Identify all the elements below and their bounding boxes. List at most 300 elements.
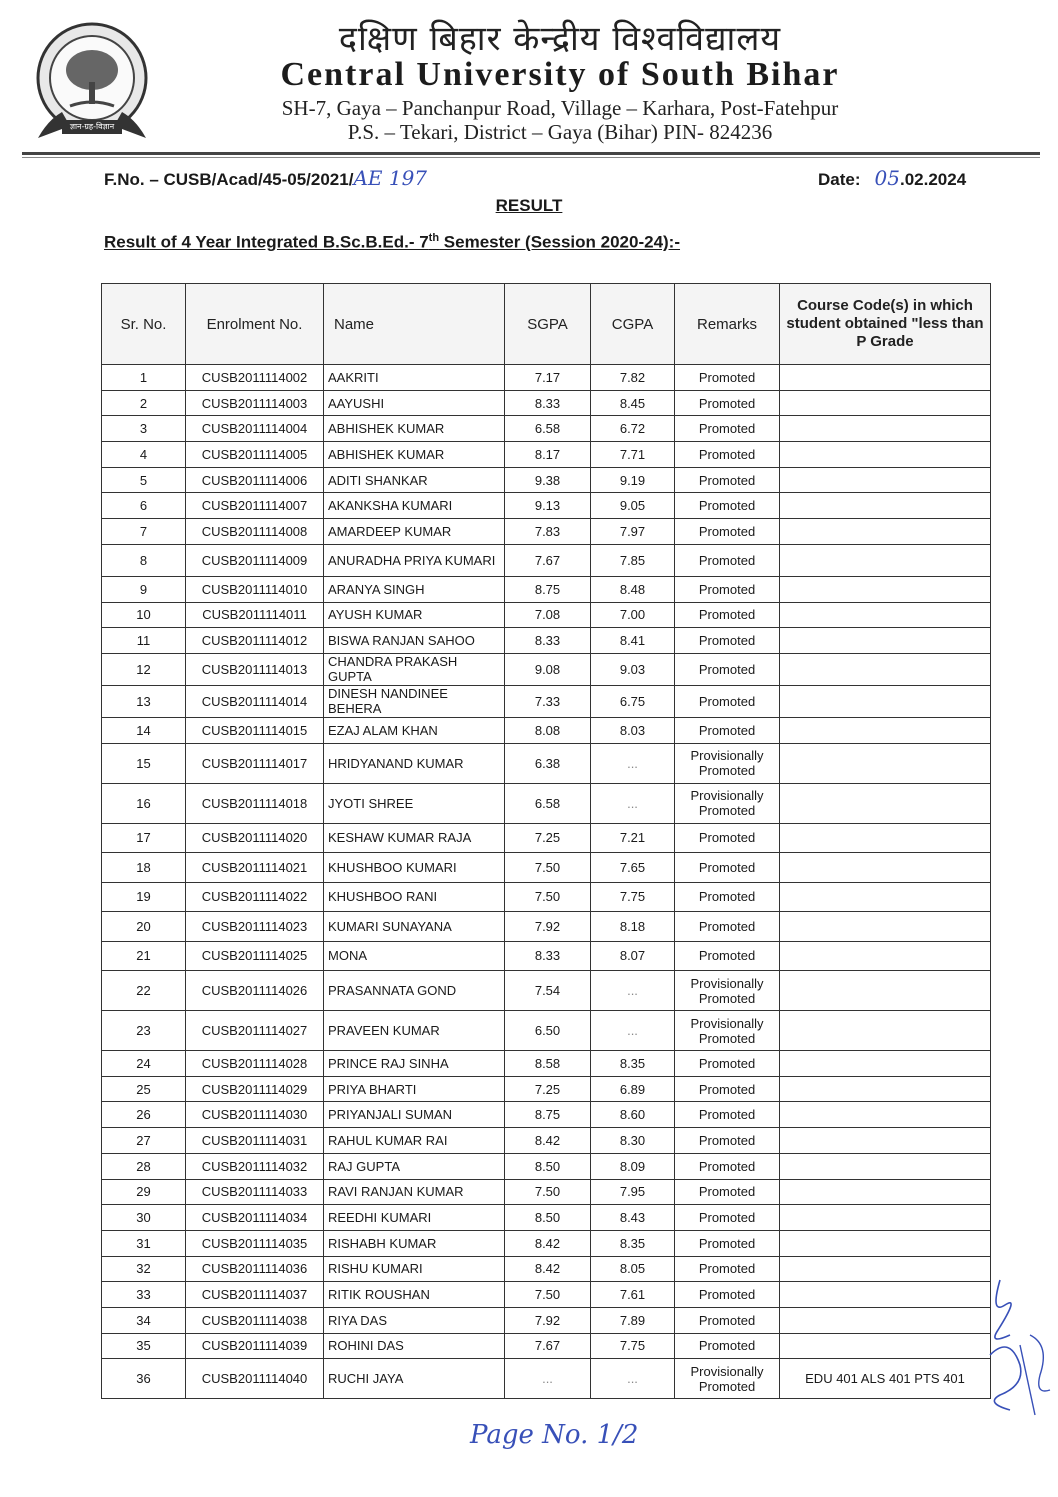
- table-row: [102, 1153, 991, 1179]
- cell-cgpa: 6.75: [591, 685, 675, 717]
- table-row: [102, 467, 991, 493]
- cell-cgpa: 8.05: [591, 1256, 675, 1282]
- table-row: [102, 365, 991, 391]
- table-row: [102, 971, 991, 1011]
- cell-remarks: Promoted: [675, 493, 780, 519]
- address-line-2: P.S. – Tekari, District – Gaya (Bihar) PIN- 824236: [347, 120, 773, 144]
- cell-remarks: Provisionally Promoted: [675, 743, 780, 783]
- cell-failed-course-codes: EDU 401 ALS 401 PTS 401: [780, 1359, 991, 1399]
- cell-enrolment-no: CUSB2011114002: [186, 365, 324, 391]
- cell-cgpa: 7.75: [591, 1333, 675, 1359]
- cell-enrolment-no: CUSB2011114007: [186, 493, 324, 519]
- table-row: [102, 941, 991, 971]
- cell-sr-no: 13: [102, 685, 186, 717]
- cell-sr-no: 25: [102, 1076, 186, 1102]
- cell-sgpa: 7.67: [505, 1333, 591, 1359]
- cell-failed-course-codes: [780, 653, 991, 685]
- cell-student-name: ADITI SHANKAR: [324, 467, 505, 493]
- cell-student-name: RISHABH KUMAR: [324, 1230, 505, 1256]
- cell-sgpa: ...: [505, 1359, 591, 1399]
- cell-cgpa: 6.72: [591, 416, 675, 442]
- cell-student-name: KHUSHBOO RANI: [324, 882, 505, 912]
- cell-failed-course-codes: [780, 685, 991, 717]
- cell-failed-course-codes: [780, 912, 991, 942]
- cell-sr-no: 29: [102, 1179, 186, 1205]
- cell-sgpa: 9.38: [505, 467, 591, 493]
- cell-remarks: Promoted: [675, 1307, 780, 1333]
- cell-sgpa: 8.50: [505, 1153, 591, 1179]
- cell-remarks: Promoted: [675, 519, 780, 545]
- cell-cgpa: ...: [591, 743, 675, 783]
- cell-remarks: Provisionally Promoted: [675, 1011, 780, 1051]
- results-table: [101, 283, 991, 1399]
- cell-sr-no: 28: [102, 1153, 186, 1179]
- cell-failed-course-codes: [780, 743, 991, 783]
- cell-student-name: PRASANNATA GOND: [324, 971, 505, 1011]
- cell-enrolment-no: CUSB2011114023: [186, 912, 324, 942]
- cell-failed-course-codes: [780, 1307, 991, 1333]
- cell-remarks: Promoted: [675, 1076, 780, 1102]
- cell-sr-no: 31: [102, 1230, 186, 1256]
- col-header-sgpa: SGPA: [505, 284, 591, 365]
- cell-sgpa: 8.58: [505, 1051, 591, 1077]
- table-row: [102, 1230, 991, 1256]
- cell-enrolment-no: CUSB2011114036: [186, 1256, 324, 1282]
- cell-student-name: PRIYANJALI SUMAN: [324, 1102, 505, 1128]
- cell-sr-no: 16: [102, 783, 186, 823]
- cell-failed-course-codes: [780, 882, 991, 912]
- cell-sgpa: 8.75: [505, 1102, 591, 1128]
- page-number-handwritten: Page No. 1/2: [470, 1420, 639, 1450]
- cell-sgpa: 7.50: [505, 882, 591, 912]
- cell-enrolment-no: CUSB2011114033: [186, 1179, 324, 1205]
- cell-sgpa: 8.42: [505, 1128, 591, 1154]
- table-row: [102, 1051, 991, 1077]
- cell-sr-no: 9: [102, 576, 186, 602]
- col-header-course-codes: Course Code(s) in which student obtained "less than P Grade: [780, 284, 991, 365]
- cell-student-name: RAHUL KUMAR RAI: [324, 1128, 505, 1154]
- cell-sr-no: 36: [102, 1359, 186, 1399]
- date-rest: .02.2024: [899, 170, 967, 189]
- cell-sgpa: 7.33: [505, 685, 591, 717]
- cell-sr-no: 2: [102, 390, 186, 416]
- cell-enrolment-no: CUSB2011114014: [186, 685, 324, 717]
- cell-cgpa: ...: [591, 783, 675, 823]
- cell-student-name: AMARDEEP KUMAR: [324, 519, 505, 545]
- table-body: [102, 365, 991, 1399]
- cell-remarks: Promoted: [675, 390, 780, 416]
- cell-enrolment-no: CUSB2011114013: [186, 653, 324, 685]
- cell-enrolment-no: CUSB2011114034: [186, 1205, 324, 1231]
- cell-remarks: Promoted: [675, 1128, 780, 1154]
- cell-sgpa: 7.25: [505, 823, 591, 853]
- cell-sr-no: 4: [102, 442, 186, 468]
- cell-enrolment-no: CUSB2011114011: [186, 602, 324, 628]
- cell-failed-course-codes: [780, 853, 991, 883]
- cell-remarks: Promoted: [675, 544, 780, 576]
- table-row: [102, 1102, 991, 1128]
- col-header-sr-no: Sr. No.: [102, 284, 186, 365]
- file-number-handwritten: AE 197: [353, 166, 428, 190]
- cell-sr-no: 27: [102, 1128, 186, 1154]
- cell-failed-course-codes: [780, 1076, 991, 1102]
- cell-sgpa: 8.50: [505, 1205, 591, 1231]
- cell-enrolment-no: CUSB2011114029: [186, 1076, 324, 1102]
- cell-cgpa: 7.95: [591, 1179, 675, 1205]
- cell-remarks: Promoted: [675, 576, 780, 602]
- cell-remarks: Provisionally Promoted: [675, 783, 780, 823]
- cell-cgpa: 7.97: [591, 519, 675, 545]
- cell-student-name: REEDHI KUMARI: [324, 1205, 505, 1231]
- cell-enrolment-no: CUSB2011114020: [186, 823, 324, 853]
- cell-cgpa: 7.89: [591, 1307, 675, 1333]
- cell-sr-no: 33: [102, 1282, 186, 1308]
- table-row: [102, 576, 991, 602]
- table-row: [102, 1205, 991, 1231]
- cell-cgpa: 7.65: [591, 853, 675, 883]
- table-row: [102, 653, 991, 685]
- cell-sgpa: 8.08: [505, 717, 591, 743]
- cell-student-name: BISWA RANJAN SAHOO: [324, 628, 505, 654]
- cell-student-name: AAYUSHI: [324, 390, 505, 416]
- table-row: [102, 1282, 991, 1308]
- cell-sgpa: 8.75: [505, 576, 591, 602]
- cell-remarks: Promoted: [675, 467, 780, 493]
- cell-failed-course-codes: [780, 493, 991, 519]
- cell-student-name: RISHU KUMARI: [324, 1256, 505, 1282]
- cell-sgpa: 8.42: [505, 1230, 591, 1256]
- cell-sgpa: 6.58: [505, 783, 591, 823]
- cell-cgpa: 8.07: [591, 941, 675, 971]
- cell-student-name: RUCHI JAYA: [324, 1359, 505, 1399]
- cell-sr-no: 6: [102, 493, 186, 519]
- cell-failed-course-codes: [780, 1102, 991, 1128]
- cell-failed-course-codes: [780, 544, 991, 576]
- table-row: [102, 853, 991, 883]
- cell-cgpa: 6.89: [591, 1076, 675, 1102]
- table-row: [102, 602, 991, 628]
- cell-sgpa: 7.08: [505, 602, 591, 628]
- cell-failed-course-codes: [780, 823, 991, 853]
- cell-remarks: Promoted: [675, 717, 780, 743]
- cell-enrolment-no: CUSB2011114025: [186, 941, 324, 971]
- cell-enrolment-no: CUSB2011114021: [186, 853, 324, 883]
- cell-student-name: HRIDYANAND KUMAR: [324, 743, 505, 783]
- cell-sr-no: 32: [102, 1256, 186, 1282]
- cell-remarks: Promoted: [675, 1205, 780, 1231]
- cell-enrolment-no: CUSB2011114031: [186, 1128, 324, 1154]
- cell-student-name: PRINCE RAJ SINHA: [324, 1051, 505, 1077]
- cell-sr-no: 30: [102, 1205, 186, 1231]
- cell-sr-no: 10: [102, 602, 186, 628]
- cell-sgpa: 7.25: [505, 1076, 591, 1102]
- cell-sgpa: 7.17: [505, 365, 591, 391]
- cell-remarks: Promoted: [675, 853, 780, 883]
- cell-remarks: Promoted: [675, 602, 780, 628]
- cell-enrolment-no: CUSB2011114017: [186, 743, 324, 783]
- cell-student-name: ANURADHA PRIYA KUMARI: [324, 544, 505, 576]
- cell-cgpa: 8.43: [591, 1205, 675, 1231]
- address-line-1: SH-7, Gaya – Panchanpur Road, Village – Karhara, Post-Fatehpur: [281, 96, 839, 120]
- cell-remarks: Promoted: [675, 1153, 780, 1179]
- cell-failed-course-codes: [780, 1230, 991, 1256]
- cell-sr-no: 34: [102, 1307, 186, 1333]
- cell-remarks: Promoted: [675, 416, 780, 442]
- cell-sgpa: 7.50: [505, 853, 591, 883]
- table-row: [102, 544, 991, 576]
- cell-sr-no: 3: [102, 416, 186, 442]
- cell-student-name: RIYA DAS: [324, 1307, 505, 1333]
- cell-enrolment-no: CUSB2011114030: [186, 1102, 324, 1128]
- cell-cgpa: 7.00: [591, 602, 675, 628]
- cell-enrolment-no: CUSB2011114006: [186, 467, 324, 493]
- cell-failed-course-codes: [780, 416, 991, 442]
- cell-enrolment-no: CUSB2011114004: [186, 416, 324, 442]
- table-row: [102, 743, 991, 783]
- cell-remarks: Promoted: [675, 1256, 780, 1282]
- cell-cgpa: 7.75: [591, 882, 675, 912]
- cell-cgpa: 8.60: [591, 1102, 675, 1128]
- cell-failed-course-codes: [780, 602, 991, 628]
- col-header-enrolment-no: Enrolment No.: [186, 284, 324, 365]
- cell-sgpa: 8.33: [505, 390, 591, 416]
- document-heading: RESULT: [495, 196, 563, 215]
- cell-sr-no: 26: [102, 1102, 186, 1128]
- cell-enrolment-no: CUSB2011114009: [186, 544, 324, 576]
- cell-enrolment-no: CUSB2011114027: [186, 1011, 324, 1051]
- cell-sr-no: 35: [102, 1333, 186, 1359]
- cell-cgpa: 8.18: [591, 912, 675, 942]
- cell-enrolment-no: CUSB2011114037: [186, 1282, 324, 1308]
- cell-failed-course-codes: [780, 467, 991, 493]
- cell-student-name: KHUSHBOO KUMARI: [324, 853, 505, 883]
- cell-cgpa: 8.48: [591, 576, 675, 602]
- cell-failed-course-codes: [780, 519, 991, 545]
- table-row: [102, 519, 991, 545]
- table-row: [102, 390, 991, 416]
- file-number-prefix: F.No. – CUSB/Acad/45-05/2021/: [104, 170, 354, 189]
- cell-failed-course-codes: [780, 442, 991, 468]
- cell-enrolment-no: CUSB2011114028: [186, 1051, 324, 1077]
- cell-cgpa: 9.19: [591, 467, 675, 493]
- cell-failed-course-codes: [780, 1333, 991, 1359]
- cell-failed-course-codes: [780, 576, 991, 602]
- cell-student-name: CHANDRA PRAKASH GUPTA: [324, 653, 505, 685]
- cell-student-name: AAKRITI: [324, 365, 505, 391]
- cell-student-name: ABHISHEK KUMAR: [324, 442, 505, 468]
- cell-failed-course-codes: [780, 628, 991, 654]
- cell-cgpa: 8.35: [591, 1230, 675, 1256]
- cell-cgpa: 9.05: [591, 493, 675, 519]
- cell-sgpa: 6.58: [505, 416, 591, 442]
- cell-sr-no: 22: [102, 971, 186, 1011]
- cell-remarks: Promoted: [675, 1333, 780, 1359]
- cell-remarks: Promoted: [675, 442, 780, 468]
- cell-cgpa: 7.21: [591, 823, 675, 853]
- cell-sgpa: 7.67: [505, 544, 591, 576]
- table-row: [102, 823, 991, 853]
- cell-failed-course-codes: [780, 971, 991, 1011]
- cell-student-name: AKANKSHA KUMARI: [324, 493, 505, 519]
- cell-failed-course-codes: [780, 1282, 991, 1308]
- table-header-row: [102, 284, 991, 365]
- cell-sr-no: 5: [102, 467, 186, 493]
- cell-student-name: RAVI RANJAN KUMAR: [324, 1179, 505, 1205]
- cell-cgpa: 9.03: [591, 653, 675, 685]
- cell-sr-no: 20: [102, 912, 186, 942]
- cell-sgpa: 6.38: [505, 743, 591, 783]
- cell-cgpa: 7.85: [591, 544, 675, 576]
- cell-enrolment-no: CUSB2011114015: [186, 717, 324, 743]
- result-subtitle: [104, 232, 680, 253]
- cell-remarks: Provisionally Promoted: [675, 971, 780, 1011]
- cell-failed-course-codes: [780, 390, 991, 416]
- cell-failed-course-codes: [780, 1256, 991, 1282]
- table-row: [102, 1179, 991, 1205]
- col-header-remarks: Remarks: [675, 284, 780, 365]
- cell-student-name: PRAVEEN KUMAR: [324, 1011, 505, 1051]
- issue-date: [818, 166, 966, 190]
- table-row: [102, 1359, 991, 1399]
- cell-cgpa: 8.09: [591, 1153, 675, 1179]
- cell-enrolment-no: CUSB2011114005: [186, 442, 324, 468]
- cell-remarks: Promoted: [675, 628, 780, 654]
- date-label: Date:: [818, 170, 861, 189]
- subtitle-tail: Semester (Session 2020-24):-: [439, 232, 681, 252]
- cell-student-name: RITIK ROUSHAN: [324, 1282, 505, 1308]
- table-row: [102, 912, 991, 942]
- cell-student-name: EZAJ ALAM KHAN: [324, 717, 505, 743]
- cell-enrolment-no: CUSB2011114018: [186, 783, 324, 823]
- cell-cgpa: 8.45: [591, 390, 675, 416]
- table-row: [102, 685, 991, 717]
- cell-enrolment-no: CUSB2011114026: [186, 971, 324, 1011]
- subtitle-superscript: th: [428, 232, 440, 244]
- col-header-cgpa: CGPA: [591, 284, 675, 365]
- cell-sgpa: 7.83: [505, 519, 591, 545]
- table-row: [102, 1333, 991, 1359]
- cell-cgpa: 8.03: [591, 717, 675, 743]
- cell-remarks: Promoted: [675, 653, 780, 685]
- cell-sr-no: 8: [102, 544, 186, 576]
- table-row: [102, 1307, 991, 1333]
- cell-cgpa: 7.82: [591, 365, 675, 391]
- cell-sgpa: 7.54: [505, 971, 591, 1011]
- cell-failed-course-codes: [780, 1153, 991, 1179]
- cell-sr-no: 21: [102, 941, 186, 971]
- cell-sr-no: 19: [102, 882, 186, 912]
- table-row: [102, 493, 991, 519]
- table-row: [102, 1076, 991, 1102]
- cell-cgpa: 8.41: [591, 628, 675, 654]
- cell-remarks: Promoted: [675, 1230, 780, 1256]
- cell-cgpa: ...: [591, 1011, 675, 1051]
- cell-sr-no: 18: [102, 853, 186, 883]
- cell-failed-course-codes: [780, 365, 991, 391]
- cell-sgpa: 7.92: [505, 1307, 591, 1333]
- cell-remarks: Promoted: [675, 882, 780, 912]
- cell-sgpa: 9.13: [505, 493, 591, 519]
- cell-cgpa: 8.30: [591, 1128, 675, 1154]
- cell-failed-course-codes: [780, 1179, 991, 1205]
- cell-student-name: PRIYA BHARTI: [324, 1076, 505, 1102]
- cell-student-name: DINESH NANDINEE BEHERA: [324, 685, 505, 717]
- cell-sr-no: 23: [102, 1011, 186, 1051]
- cell-student-name: KESHAW KUMAR RAJA: [324, 823, 505, 853]
- cell-enrolment-no: CUSB2011114003: [186, 390, 324, 416]
- cell-sr-no: 17: [102, 823, 186, 853]
- header-divider: [22, 152, 1040, 155]
- cell-sgpa: 6.50: [505, 1011, 591, 1051]
- cell-enrolment-no: CUSB2011114012: [186, 628, 324, 654]
- table-row: [102, 1011, 991, 1051]
- table-row: [102, 882, 991, 912]
- cell-failed-course-codes: [780, 1011, 991, 1051]
- col-header-name: Name: [324, 284, 505, 365]
- table-row: [102, 416, 991, 442]
- cell-enrolment-no: CUSB2011114022: [186, 882, 324, 912]
- cell-student-name: MONA: [324, 941, 505, 971]
- cell-sgpa: 7.92: [505, 912, 591, 942]
- cell-failed-course-codes: [780, 941, 991, 971]
- cell-student-name: KUMARI SUNAYANA: [324, 912, 505, 942]
- cell-remarks: Provisionally Promoted: [675, 1359, 780, 1399]
- cell-cgpa: 7.61: [591, 1282, 675, 1308]
- cell-failed-course-codes: [780, 1205, 991, 1231]
- cell-remarks: Promoted: [675, 1282, 780, 1308]
- cell-student-name: ARANYA SINGH: [324, 576, 505, 602]
- cell-sgpa: 8.17: [505, 442, 591, 468]
- handwritten-signature: [980, 1275, 1055, 1425]
- cell-remarks: Promoted: [675, 685, 780, 717]
- cell-failed-course-codes: [780, 1128, 991, 1154]
- cell-cgpa: 7.71: [591, 442, 675, 468]
- cell-sr-no: 12: [102, 653, 186, 685]
- cell-sr-no: 1: [102, 365, 186, 391]
- cell-cgpa: ...: [591, 971, 675, 1011]
- cell-student-name: AYUSH KUMAR: [324, 602, 505, 628]
- cell-failed-course-codes: [780, 1051, 991, 1077]
- cell-enrolment-no: CUSB2011114038: [186, 1307, 324, 1333]
- cell-student-name: ABHISHEK KUMAR: [324, 416, 505, 442]
- cell-student-name: RAJ GUPTA: [324, 1153, 505, 1179]
- table-row: [102, 783, 991, 823]
- table-row: [102, 442, 991, 468]
- table-row: [102, 1256, 991, 1282]
- university-name-english: Central University of South Bihar: [280, 56, 840, 93]
- cell-sr-no: 14: [102, 717, 186, 743]
- cell-enrolment-no: CUSB2011114039: [186, 1333, 324, 1359]
- cell-enrolment-no: CUSB2011114008: [186, 519, 324, 545]
- cell-remarks: Promoted: [675, 823, 780, 853]
- header-divider-thin: [22, 157, 1040, 158]
- cell-sr-no: 7: [102, 519, 186, 545]
- cell-failed-course-codes: [780, 783, 991, 823]
- logo-motto: ज्ञान-ग्रह-विज्ञान: [69, 122, 115, 131]
- cell-student-name: ROHINI DAS: [324, 1333, 505, 1359]
- table-row: [102, 628, 991, 654]
- cell-remarks: Promoted: [675, 365, 780, 391]
- cell-remarks: Promoted: [675, 1179, 780, 1205]
- date-handwritten-day: 05: [874, 166, 900, 190]
- table-row: [102, 717, 991, 743]
- cell-sgpa: 9.08: [505, 653, 591, 685]
- cell-enrolment-no: CUSB2011114035: [186, 1230, 324, 1256]
- cell-enrolment-no: CUSB2011114032: [186, 1153, 324, 1179]
- subtitle-main: Result of 4 Year Integrated B.Sc.B.Ed.- 7: [104, 232, 429, 252]
- university-name-hindi: दक्षिण बिहार केन्द्रीय विश्वविद्यालय: [338, 19, 782, 59]
- cell-remarks: Promoted: [675, 941, 780, 971]
